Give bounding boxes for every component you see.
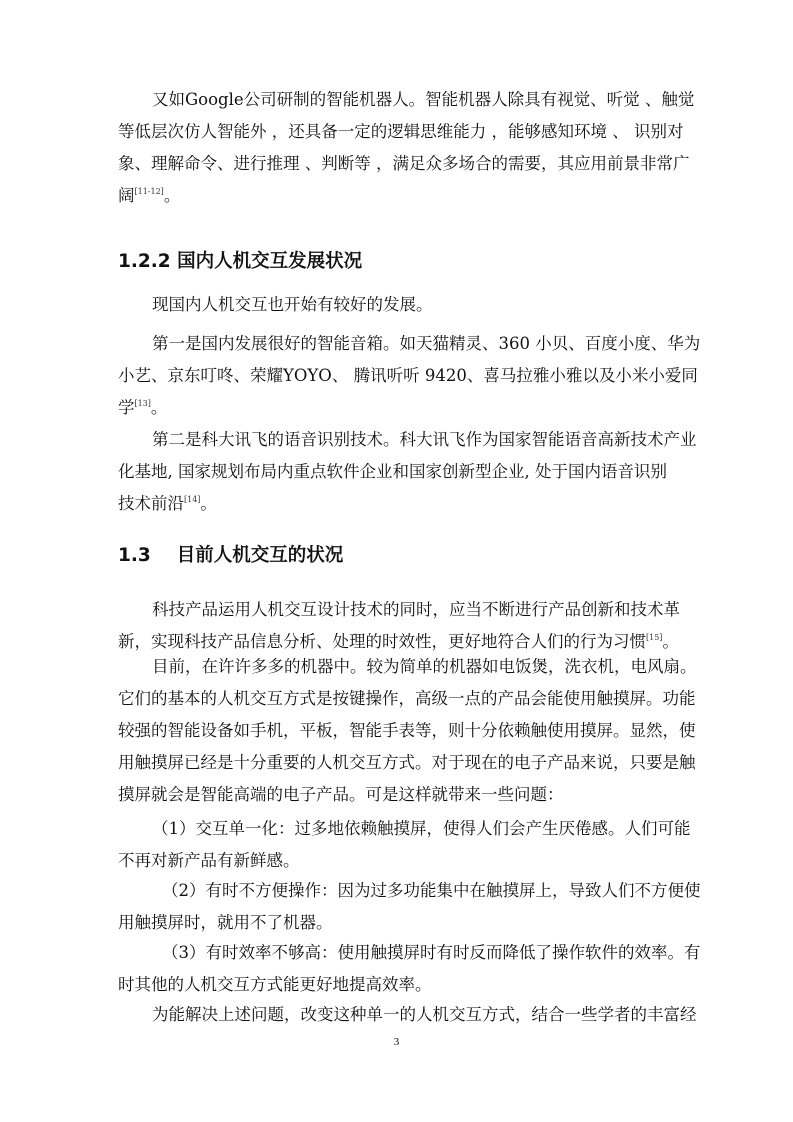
text-line: 等低层次仿人智能外 ，还具备一定的逻辑思维能力 ，能够感知环境 、 识别对 bbox=[118, 122, 684, 141]
section-title: 国内人机交互发展状况 bbox=[177, 251, 363, 272]
paragraph-google-robot bbox=[118, 84, 695, 212]
text-line: 新，实现科技产品信息分析、处理的时效性，更好地符合人们的行为习惯[15]。 bbox=[118, 632, 679, 651]
text-line: 阔[11-12]。 bbox=[118, 186, 181, 205]
section-title: 目前人机交互的状况 bbox=[176, 545, 344, 566]
text-line: 用触摸屏已经是十分重要的人机交互方式。对于现在的电子产品来说，只要是触 bbox=[118, 753, 696, 772]
list-item-problem-1 bbox=[118, 813, 691, 877]
paragraph-iflytek bbox=[118, 424, 697, 520]
text-line: 技术前沿[14]。 bbox=[118, 494, 217, 513]
citation: [13] bbox=[134, 399, 151, 408]
text-line: （2）有时不方便操作：因为过多功能集中在触摸屏上，导致人们不方便使 bbox=[162, 881, 701, 900]
text-line: 又如Google公司研制的智能机器人。智能机器人除具有视觉、听觉 、触觉 bbox=[152, 90, 695, 109]
list-item-problem-2 bbox=[118, 875, 701, 939]
paragraph-tech-products bbox=[118, 594, 678, 658]
section-heading-1-2-2 bbox=[118, 247, 362, 273]
page-number: 3 bbox=[393, 1036, 400, 1048]
text-line: 现国内人机交互也开始有较好的发展。 bbox=[152, 295, 433, 314]
section-heading-1-3 bbox=[118, 541, 343, 567]
text-line: （3）有时效率不够高：使用触摸屏时有时反而降低了操作软件的效率。有 bbox=[162, 943, 701, 962]
text-line: 目前，在许许多多的机器中。较为简单的机器如电饭煲，洗衣机，电风扇。 bbox=[152, 657, 697, 676]
paragraph-smart-speakers bbox=[118, 328, 701, 424]
text-line: 化基地, 国家规划布局内重点软件企业和国家创新型企业, 处于国内语音识别 bbox=[118, 462, 667, 481]
text-line: 学[13]。 bbox=[118, 398, 168, 417]
section-number: 1.3 bbox=[118, 545, 151, 566]
text-line: 摸屏就会是智能高端的电子产品。可是这样就带来一些问题： bbox=[118, 785, 564, 804]
list-item-problem-3 bbox=[118, 937, 701, 1001]
paragraph-solution bbox=[118, 999, 697, 1031]
section-number: 1.2.2 bbox=[118, 251, 171, 272]
text-line: 时其他的人机交互方式能更好地提高效率。 bbox=[118, 975, 432, 994]
text-line: 科技产品运用人机交互设计技术的同时，应当不断进行产品创新和技术革 bbox=[152, 600, 680, 619]
citation: [11-12] bbox=[134, 187, 164, 196]
text-line: 第一是国内发展很好的智能音箱。如天猫精灵、360 小贝、百度小度、华为 bbox=[152, 334, 701, 353]
citation: [15] bbox=[646, 633, 663, 642]
paragraph-current-machines bbox=[118, 651, 697, 811]
text-line: 为能解决上述问题，改变这种单一的人机交互方式，结合一些学者的丰富经 bbox=[152, 1005, 697, 1024]
paragraph-domestic-intro bbox=[118, 289, 678, 321]
text-line: 象、理解命令、进行推理 、判断等 ，满足众多场合的需要，其应用前景非常广 bbox=[118, 154, 690, 173]
text-line: 不再对新产品有新鲜感。 bbox=[118, 851, 300, 870]
text-line: 用触摸屏时，就用不了机器。 bbox=[118, 913, 333, 932]
text-line: 第二是科大讯飞的语音识别技术。科大讯飞作为国家智能语音高新技术产业 bbox=[152, 430, 697, 449]
text-line: 较强的智能设备如手机，平板，智能手表等，则十分依赖触使用摸屏。显然，使 bbox=[118, 721, 696, 740]
citation: [14] bbox=[184, 495, 201, 504]
text-line: 小艺、京东叮咚、荣耀YOYO、 腾讯听听 9420、喜马拉雅小雅以及小米小爱同 bbox=[118, 366, 698, 385]
text-line: （1）交互单一化：过多地依赖触摸屏，使得人们会产生厌倦感。人们可能 bbox=[152, 819, 691, 838]
text-line: 它们的基本的人机交互方式是按键操作，高级一点的产品会能使用触摸屏。功能 bbox=[118, 689, 696, 708]
